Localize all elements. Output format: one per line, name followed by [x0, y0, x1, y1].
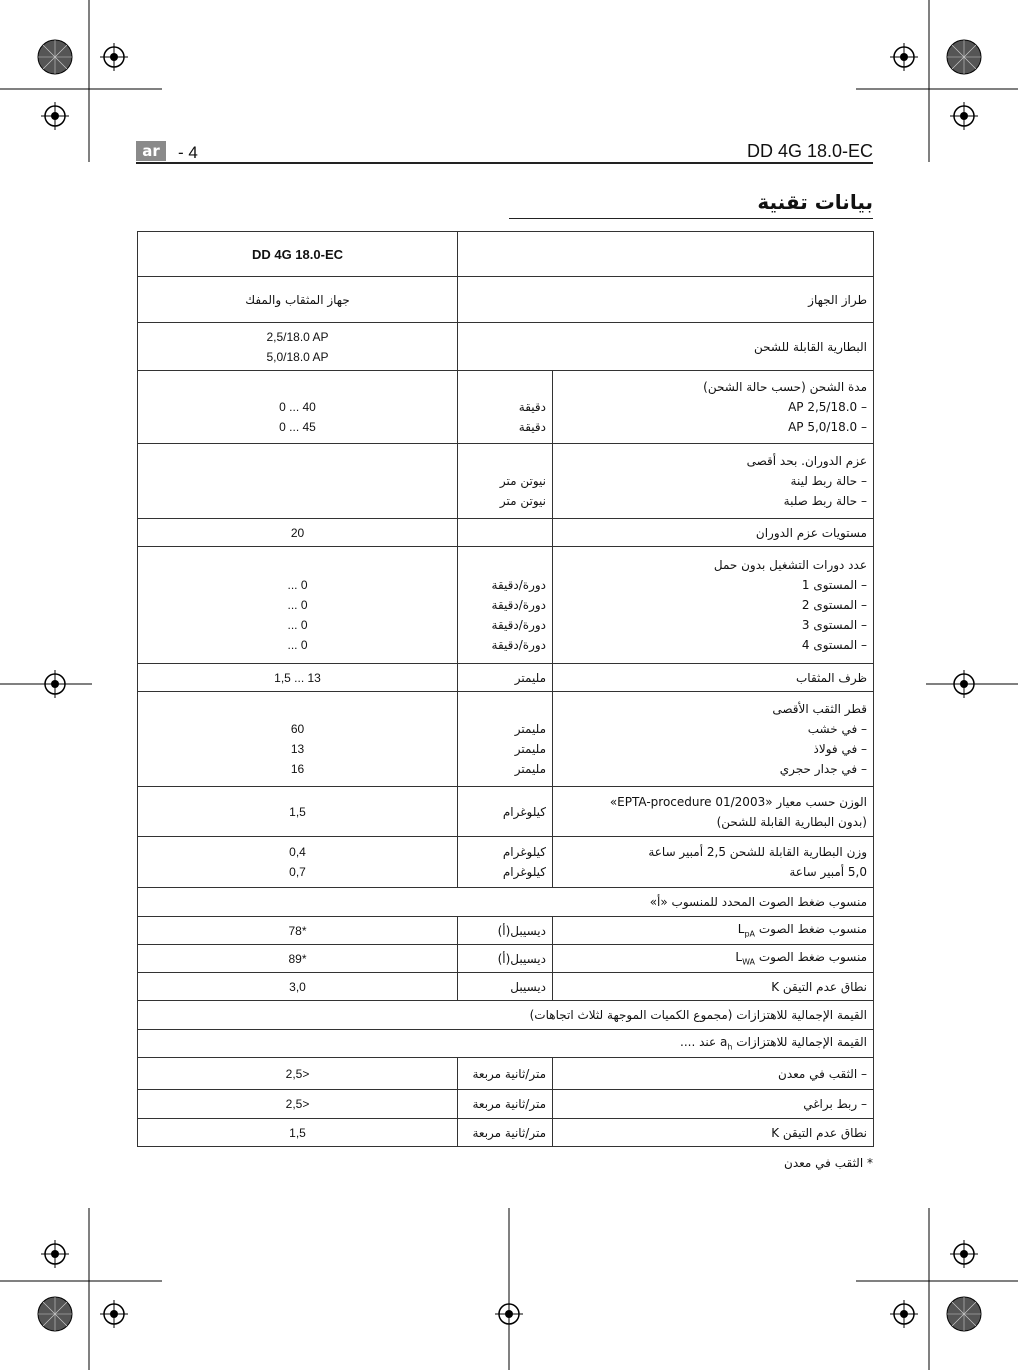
table-row: [138, 547, 874, 664]
header-rule: [136, 162, 873, 164]
table-row: [138, 664, 874, 692]
drill-value: 16: [290, 762, 305, 776]
noise-section-header: منسوب ضغط الصوت المحدد للمنسوب «أ»: [138, 888, 874, 917]
drill-unit: مليمتر: [514, 762, 546, 776]
lwa-value: 89*: [138, 945, 458, 973]
vib-k-label: نطاق عدم التيقن K: [553, 1119, 874, 1147]
speed-item: – المستوى 1: [801, 578, 867, 592]
weight-label: الوزن حسب معيار «EPTA-procedure 01/2003»: [609, 794, 867, 809]
vib-screw-value: 2,5>: [138, 1090, 458, 1119]
speed-value: 0 ...: [287, 598, 308, 612]
battery-value: 2,5/18.0 AP: [266, 329, 329, 344]
uncertainty-value: 3,0: [138, 973, 458, 1001]
chuck-value: 1,5 ... 13: [138, 664, 458, 692]
weight-value: 1,5: [138, 787, 458, 837]
charge-unit: دقيقة: [518, 420, 546, 434]
drill-value: 60: [290, 722, 305, 736]
drill-item: – في فولاذ: [813, 742, 867, 756]
weight-label-note: (بدون البطارية القابلة للشحن): [716, 814, 867, 829]
device-type-label: طراز الجهاز: [458, 277, 874, 323]
drill-unit: مليمتر: [514, 742, 546, 756]
drill-values: [138, 692, 458, 787]
table-row: [138, 371, 874, 444]
table-row: [138, 692, 874, 787]
battery-weight-values: [138, 837, 458, 888]
charge-labels: [553, 371, 874, 444]
uncertainty-label: نطاق عدم التيقن K: [553, 973, 874, 1001]
drill-item: – في جدار حجري: [779, 762, 867, 776]
speed-labels: [553, 547, 874, 664]
table-row: [138, 1001, 874, 1030]
vib-screw-unit: متر/ثانية مربعة: [458, 1090, 553, 1119]
table-row: [138, 444, 874, 519]
table-row: [138, 837, 874, 888]
battery-weight-label: 5,0 أمبير ساعة: [789, 865, 867, 879]
torque-unit: نيوتن متر: [499, 474, 546, 488]
vib-metal-label: – الثقب في معدن: [553, 1058, 874, 1090]
torque-item: – حالة ربط لينة: [790, 474, 867, 488]
drill-label: قطر الثقب الأقصى: [772, 702, 867, 716]
uncertainty-unit: ديسيبل: [458, 973, 553, 1001]
lpa-label-cell: [553, 917, 874, 945]
drill-item: – في خشب: [807, 722, 867, 736]
table-row: [138, 888, 874, 917]
lpa-label: منسوب ضغط الصوت: [758, 922, 867, 937]
charge-value: 0 ... 45: [279, 420, 316, 434]
battery-weight-value: 0,7: [289, 865, 306, 879]
vib-k-value: 1,5: [138, 1119, 458, 1147]
table-row: [138, 973, 874, 1001]
speed-label: عدد دورات التشغيل بدون حمل: [713, 558, 867, 572]
spec-table: [137, 231, 874, 1147]
charge-value: 0 ... 40: [279, 400, 316, 414]
charge-label: مدة الشحن (حسب حالة الشحن): [703, 380, 867, 394]
footnote: * الثقب في معدن: [784, 1156, 873, 1170]
lpa-unit: ديسيبل(أ): [458, 917, 553, 945]
speed-unit: دورة/دقيقة: [491, 638, 546, 652]
model-header-cell: DD 4G 18.0-EC: [138, 232, 458, 277]
speed-values: [138, 547, 458, 664]
battery-label: البطارية القابلة للشحن: [458, 323, 874, 371]
torque-item: – حالة ربط صلبة: [783, 494, 867, 508]
table-row: [138, 787, 874, 837]
empty-cell: [458, 519, 553, 547]
battery-weight-unit: كيلوغرام: [502, 845, 546, 859]
vib-metal-unit: متر/ثانية مربعة: [458, 1058, 553, 1090]
torque-label: عزم الدوران. بحد أقصى: [746, 454, 867, 468]
table-row: [138, 323, 874, 371]
page-number: - 4: [178, 143, 198, 162]
torque-values: [138, 444, 458, 519]
speed-unit: دورة/دقيقة: [491, 598, 546, 612]
speed-item: – المستوى 4: [801, 638, 867, 652]
weight-unit: كيلوغرام: [458, 787, 553, 837]
title-rule: [509, 218, 873, 219]
table-row: [138, 1119, 874, 1147]
battery-weight-label: وزن البطارية القابلة للشحن 2,5 أمبير ساعة: [648, 845, 867, 859]
vib-k-unit: متر/ثانية مربعة: [458, 1119, 553, 1147]
table-row: [138, 1058, 874, 1090]
charge-item: AP 5,0/18.0 –: [788, 420, 867, 434]
table-row: [138, 519, 874, 547]
speed-unit: دورة/دقيقة: [491, 618, 546, 632]
chuck-unit: مليمتر: [458, 664, 553, 692]
torque-labels: [553, 444, 874, 519]
lwa-unit: ديسيبل(أ): [458, 945, 553, 973]
speed-units: [458, 547, 553, 664]
drill-labels: [553, 692, 874, 787]
page-title: بيانات تقنية: [757, 190, 873, 214]
vibration-subheader: القيمة الإجمالية للاهتزازات $a_h$ عند ....: [138, 1030, 874, 1058]
table-row: [138, 277, 874, 323]
drill-unit: مليمتر: [514, 722, 546, 736]
speed-value: 0 ...: [287, 618, 308, 632]
lwa-symbol: $L_{WA}$: [735, 950, 756, 967]
torque-levels-value: 20: [138, 519, 458, 547]
empty-cell: [458, 232, 874, 277]
table-row: [138, 1090, 874, 1119]
torque-units: [458, 444, 553, 519]
speed-item: – المستوى 2: [801, 598, 867, 612]
charge-units: [458, 371, 553, 444]
battery-weight-units: [458, 837, 553, 888]
battery-weight-unit: كيلوغرام: [502, 865, 546, 879]
vibration-section-header: القيمة الإجمالية للاهتزازات (مجموع الكميات الموجهة لثلاث اتجاهات): [138, 1001, 874, 1030]
device-type-value: جهاز المثقاب والمفك: [138, 277, 458, 323]
vib-screw-label: – ربط براغي: [553, 1090, 874, 1119]
speed-unit: دورة/دقيقة: [491, 578, 546, 592]
speed-value: 0 ...: [287, 578, 308, 592]
header-model: DD 4G 18.0-EC: [746, 141, 873, 161]
lpa-symbol: $L_{pA}$: [737, 922, 756, 939]
weight-labels: [553, 787, 874, 837]
vib-metal-value: 2,5>: [138, 1058, 458, 1090]
chuck-label: ظرف المثقاب: [553, 664, 874, 692]
speed-item: – المستوى 3: [801, 618, 867, 632]
lpa-value: 78*: [138, 917, 458, 945]
battery-value: 5,0/18.0 AP: [266, 349, 329, 364]
language-badge: ar: [136, 141, 166, 161]
drill-units: [458, 692, 553, 787]
table-row: [138, 945, 874, 973]
lwa-label-cell: [553, 945, 874, 973]
torque-levels-label: مستويات عزم الدوران: [553, 519, 874, 547]
battery-weight-value: 0,4: [289, 845, 306, 859]
battery-weight-labels: [553, 837, 874, 888]
speed-value: 0 ...: [287, 638, 308, 652]
table-row: [138, 917, 874, 945]
battery-values: [138, 323, 458, 371]
table-row: [138, 1030, 874, 1058]
drill-value: 13: [290, 742, 305, 756]
table-row: [138, 232, 874, 277]
charge-item: AP 2,5/18.0 –: [788, 400, 867, 414]
charge-values: [138, 371, 458, 444]
charge-unit: دقيقة: [518, 400, 546, 414]
lwa-label: منسوب ضغط الصوت: [758, 950, 867, 965]
torque-unit: نيوتن متر: [499, 494, 546, 508]
